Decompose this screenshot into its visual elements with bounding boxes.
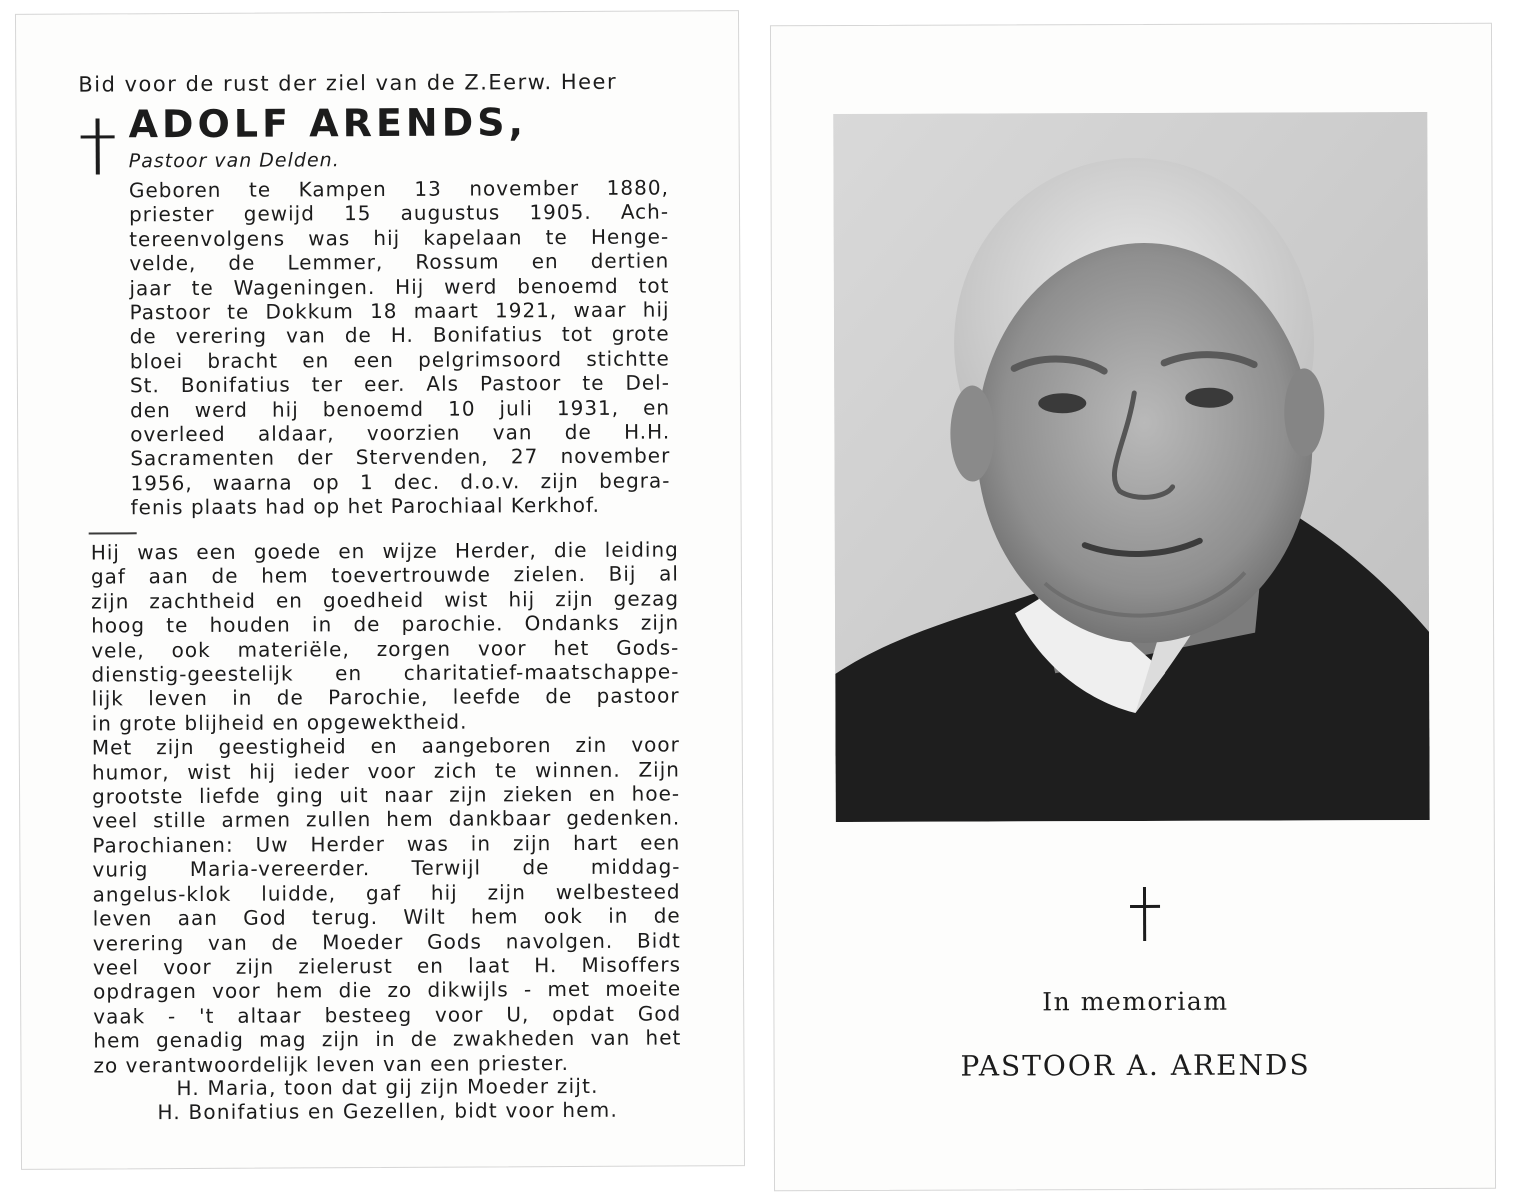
- eulogy-line: opdragen voor hem die zo dikwijls - met moeite: [93, 976, 682, 1004]
- eulogy-line: Hij was een goede en wijze Herder, die leiding: [90, 537, 679, 565]
- pastor-name: PASTOOR A. ARENDS: [960, 1048, 1311, 1083]
- biography-line: Sacramenten der Stervenden, 27 november: [130, 443, 671, 471]
- portrait-illustration: [833, 112, 1429, 822]
- eulogy-line: veel voor zijn zielerust en laat H. Misoffers: [92, 952, 682, 980]
- closing-line: H. Maria, toon dat gij zijn Moeder zijt.: [176, 1073, 599, 1101]
- eulogy-line: veel stille armen zullen hem dankbaar gedenken.: [92, 805, 681, 833]
- biography-line: jaar te Wageningen. Hij werd benoemd tot: [129, 273, 670, 300]
- portrait-photo: [833, 112, 1429, 822]
- biography: [129, 175, 671, 520]
- deceased-position: Pastoor van Delden.: [128, 149, 340, 173]
- eulogy-line: Met zijn geestigheid en aangeboren zin voor: [91, 732, 680, 760]
- biography-line: Geboren te Kampen 13 november 1880,: [128, 175, 669, 203]
- biography-line: den werd hij benoemd 10 juli 1931, en: [129, 395, 671, 422]
- biography-line: fenis plaats had op het Parochiaal Kerkhof.: [130, 493, 600, 520]
- eulogy-line: leven aan God terug. Wilt hem ook in de: [92, 903, 681, 931]
- eulogy-line: verering van de Moeder Gods navolgen. Bidt: [92, 927, 681, 956]
- intro-line: Bid voor de rust der ziel van de Z.Eerw. Heer: [78, 69, 618, 97]
- section-divider: [89, 532, 137, 534]
- biography-line: priester gewijd 15 augustus 1905. Ach-: [128, 199, 670, 227]
- eulogy-line: dienstig-geestelijk en charitatief-maatschappe-: [91, 659, 680, 687]
- eulogy-line: grootste liefde ging uit naar zijn zieken en hoe-: [92, 781, 681, 809]
- eulogy-line: vaak - 't altaar besteeg voor U, opdat God: [93, 1001, 682, 1029]
- biography-line: tereenvolgens was hij kapelaan te Henge-: [129, 224, 670, 252]
- biography-line: de verering van de H. Bonifatius tot grote: [129, 321, 670, 349]
- prayer-card-text-side: [15, 10, 745, 1170]
- eulogy-line: vele, ook materiële, zorgen voor het Gods-: [91, 635, 680, 663]
- eulogy-line: in grote blijheid en opgewektheid.: [91, 709, 468, 736]
- eulogy-line: humor, wist hij ieder voor zich te winnen. Zijn: [91, 757, 681, 785]
- biography-line: St. Bonifatius ter eer. Als Pastoor te Del-: [129, 370, 670, 398]
- eulogy-line: zo verantwoordelijk leven van een priester.: [93, 1050, 569, 1078]
- eulogy-line: gaf aan de hem toevertrouwde zielen. Bij al: [90, 561, 679, 589]
- eulogy-line: lijk leven in de Parochie, leefde de pastoor: [91, 683, 680, 711]
- biography-line: Pastoor te Dokkum 18 maart 1921, waar hij: [129, 297, 670, 325]
- eulogy-line: zijn zachtheid en goedheid wist hij zijn gezag: [90, 586, 680, 614]
- biography-line: 1956, waarna op 1 dec. d.o.v. zijn begra-: [130, 468, 671, 496]
- closing-line: H. Bonifatius en Gezellen, bidt voor hem.: [157, 1098, 619, 1125]
- eulogy-line: angelus-klok luidde, gaf hij zijn welbesteed: [92, 879, 681, 907]
- deceased-name: ADOLF ARENDS,: [128, 100, 528, 147]
- eulogy-line: hoog te houden in de parochie. Ondanks zijn: [91, 610, 680, 638]
- prayer-card-photo-side: [770, 23, 1496, 1192]
- closing-prayer: [94, 1073, 682, 1125]
- cross-icon: [81, 118, 115, 174]
- eulogy-line: hem genadig mag zijn in de zwakheden van het: [93, 1025, 682, 1053]
- eulogy-line: Parochianen: Uw Herder was in zijn hart een: [92, 830, 681, 858]
- eulogy: [91, 537, 682, 1077]
- in-memoriam-label: In memoriam: [1042, 986, 1229, 1017]
- cross-icon: [1130, 887, 1160, 941]
- biography-line: overleed aldaar, voorzien van de H.H.: [130, 419, 671, 447]
- biography-line: bloei bracht en een pelgrimsoord stichtte: [129, 346, 670, 374]
- eulogy-line: vurig Maria-vereerder. Terwijl de middag-: [92, 854, 681, 882]
- biography-line: velde, de Lemmer, Rossum en dertien: [129, 248, 670, 276]
